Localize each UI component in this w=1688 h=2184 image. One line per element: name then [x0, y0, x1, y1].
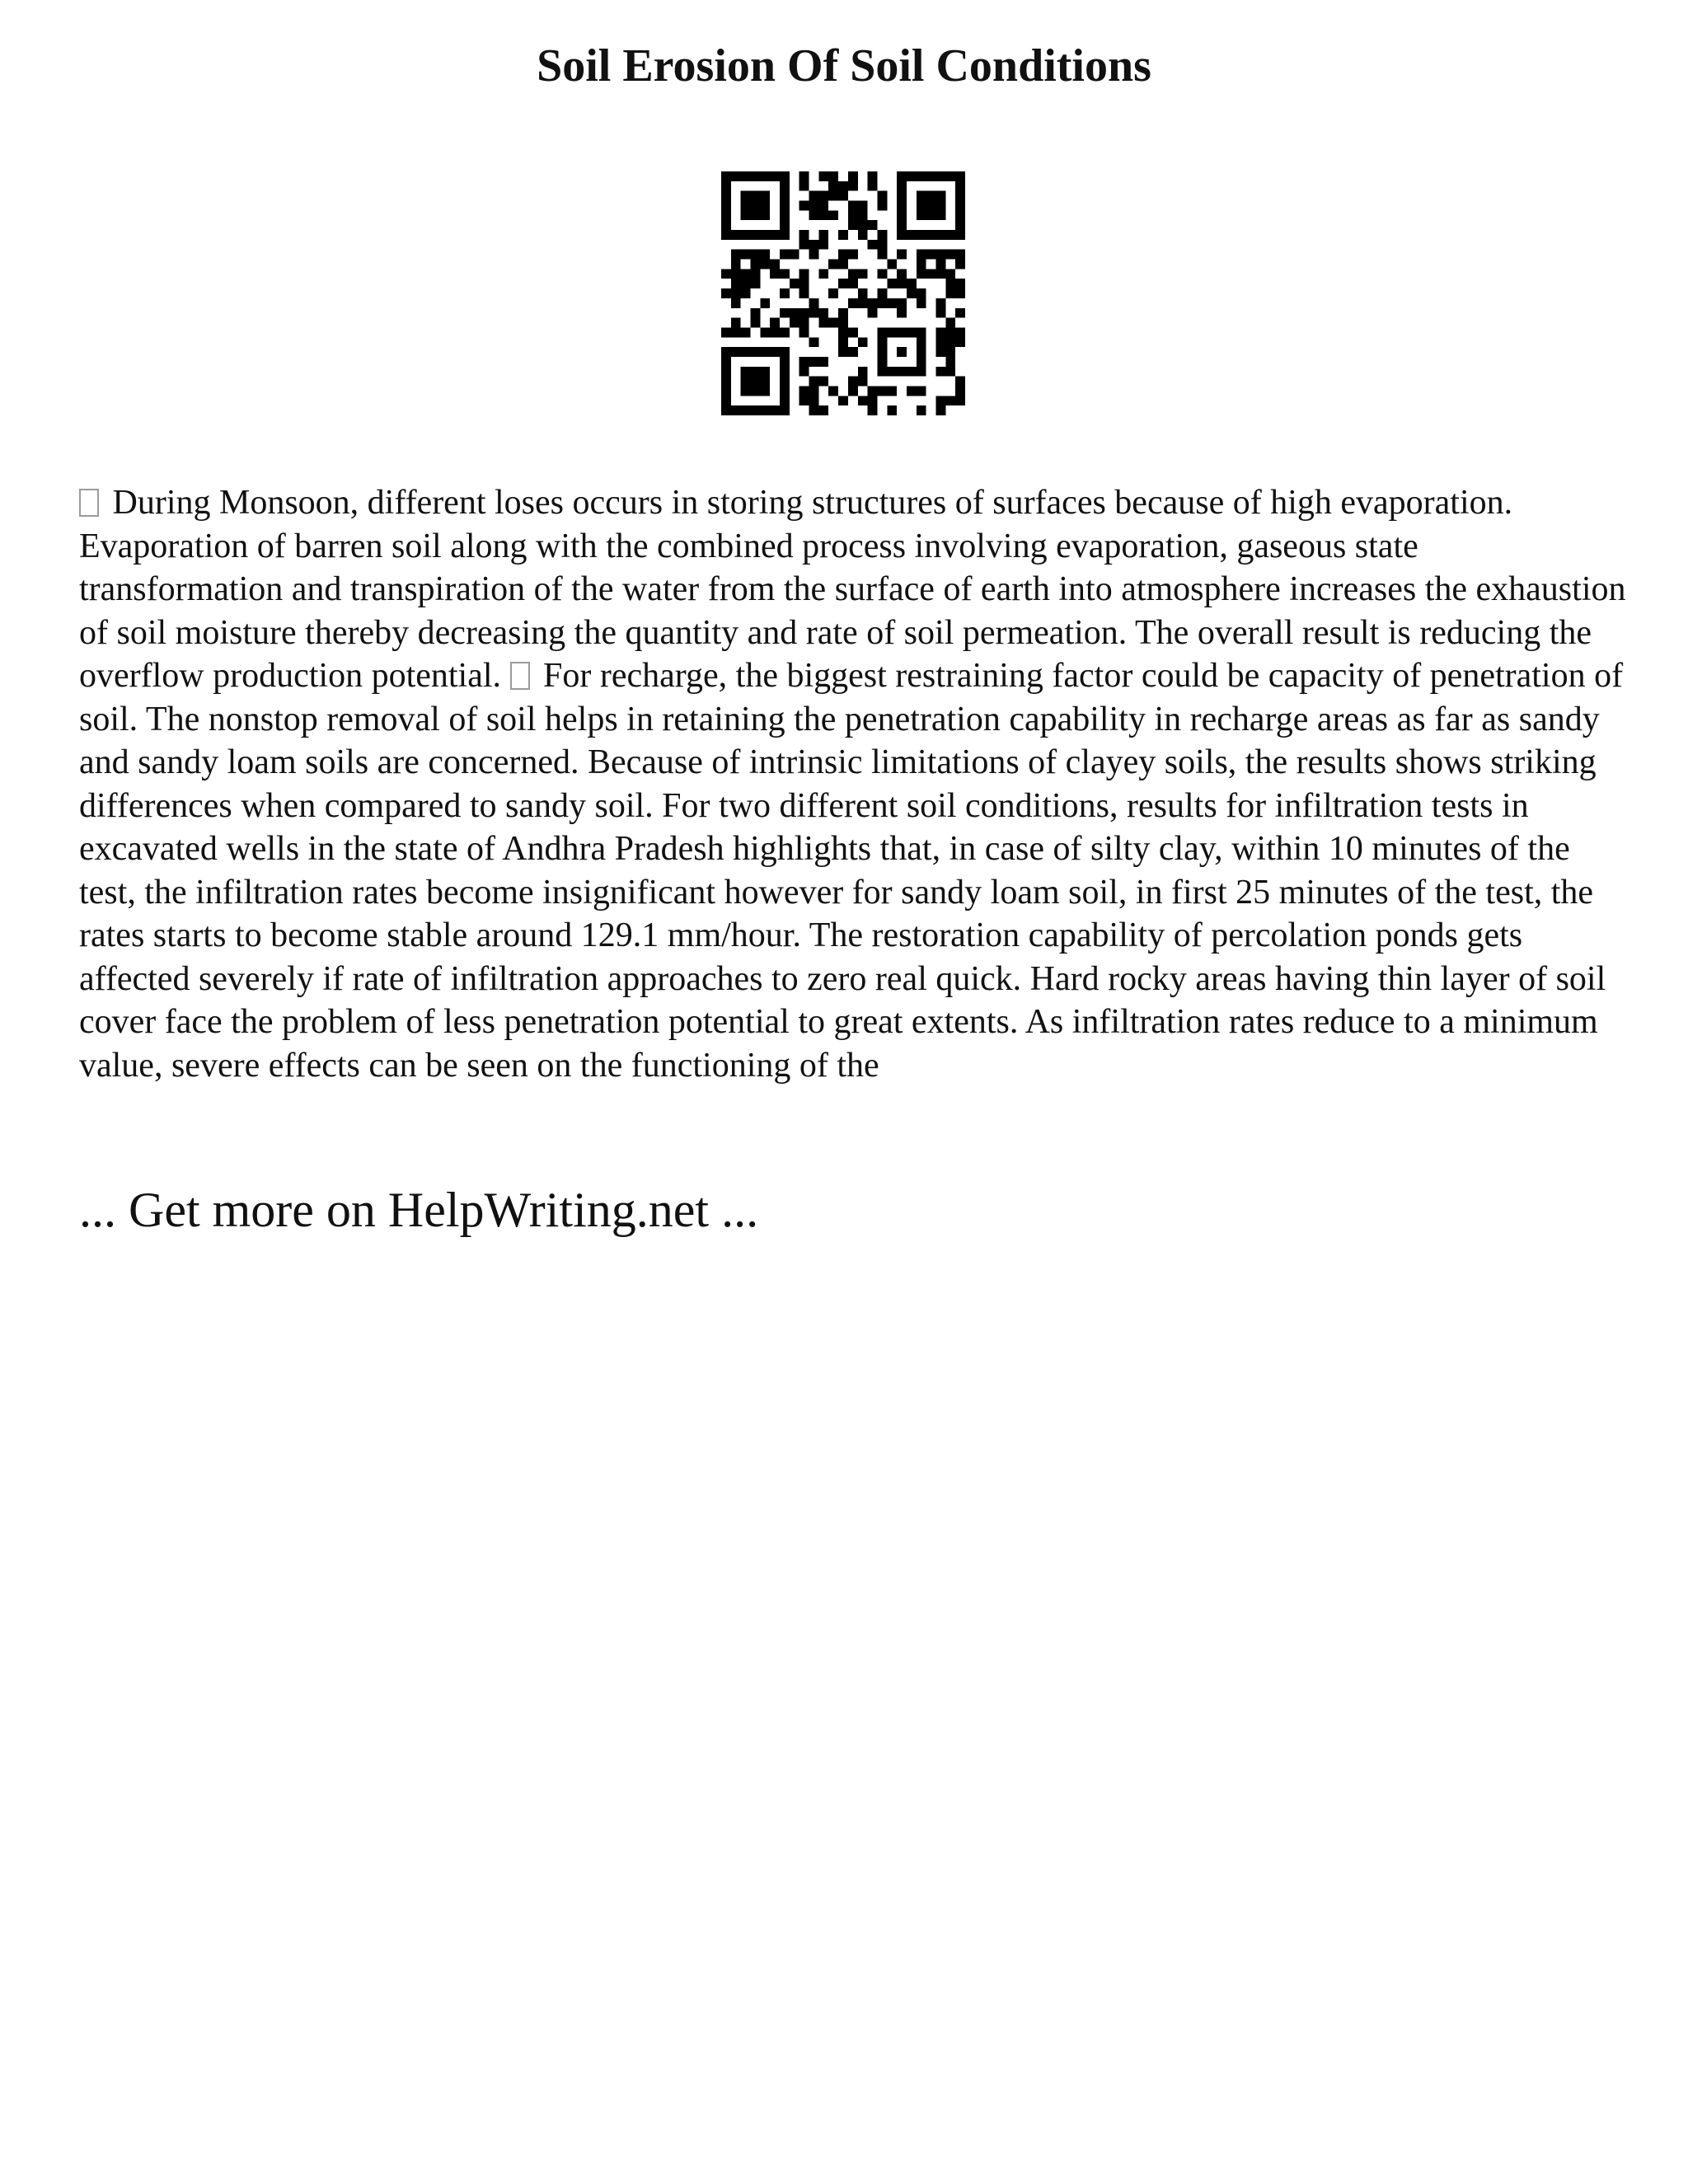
missing-glyph-icon: [79, 489, 99, 517]
missing-glyph-icon: [510, 662, 530, 690]
get-more-link[interactable]: ... Get more on HelpWriting.net ...: [79, 1183, 759, 1237]
qr-code-graphic: [721, 171, 965, 415]
qr-code-icon[interactable]: [721, 171, 965, 415]
paragraph-part-1: During Monsoon, different loses occurs in storing structures of surfaces because of high evaporation. Evaporation of barren soil along with the combined process involving evaporation, gaseous state transformation and transpiration of the water from the surface of earth into atmosphere increases the exhaustion of soil moisture thereby decreasing the quantity and rate of soil permeation. The overall result is reducing the overflow production potential.: [79, 484, 1626, 695]
paragraph-part-2: For recharge, the biggest restraining factor could be capacity of penetration of soil. The nonstop removal of soil helps in retaining the penetration capability in recharge areas as far as sandy and sandy loam soils are concerned. Because of intrinsic limitations of clayey soils, the results shows striking differences when compared to sandy soil. For two different soil conditions, results for infiltration tests in excavated wells in the state of Andhra Pradesh highlights that, in case of silty clay, within 10 minutes of the test, the infiltration rates become insignificant however for sandy loam soil, in first 25 minutes of the test, the rates starts to become stable around 129.1 mm/hour. The restoration capability of percolation ponds gets affected severely if rate of infiltration approaches to zero real quick. Hard rocky areas having thin layer of soil cover face the problem of less penetration potential to great extents. As infiltration rates reduce to a minimum value, severe effects can be seen on the functioning of the: [79, 657, 1624, 1085]
article-body: [79, 481, 1629, 1087]
page-title: Soil Erosion Of Soil Conditions: [537, 40, 1151, 91]
